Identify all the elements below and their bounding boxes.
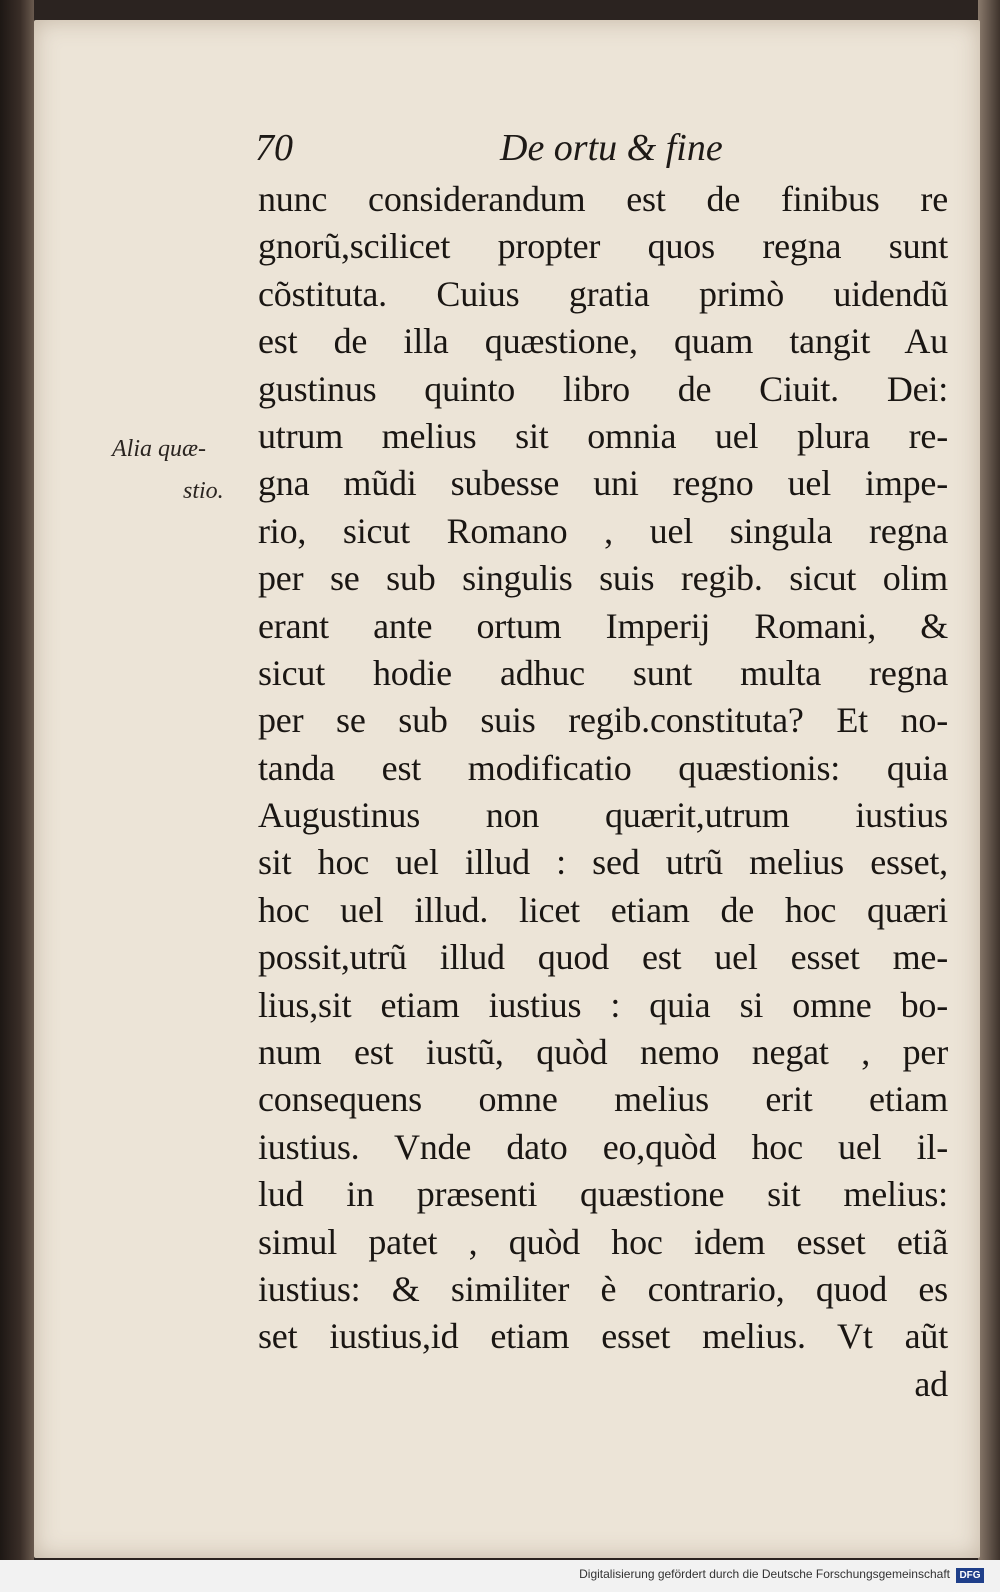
- text-line: gnorũ,scilicet propter quos regna sunt: [258, 226, 948, 267]
- text-line: sicut hodie adhuc sunt multa regna: [258, 652, 948, 693]
- text-line: per se sub suis regib.constituta? Et no-: [258, 700, 948, 741]
- text-line: utrum melius sit omnia uel plura re-: [258, 415, 948, 456]
- text-line: per se sub singulis suis regib. sicut olim: [258, 558, 948, 599]
- dfg-logo-icon: DFG: [956, 1568, 984, 1583]
- text-line: nunc considerandum est de finibus re: [258, 179, 948, 219]
- marginal-note: Alia quæ-: [112, 436, 206, 462]
- text-line: tanda est modificatio quæstionis: quia: [258, 747, 948, 788]
- text-line: consequens omne melius erit etiam: [258, 1079, 948, 1120]
- text-line: erant ante ortum Imperij Romani, &: [258, 605, 948, 646]
- footer-bar: [0, 1560, 1000, 1592]
- running-title: De ortu & fine: [500, 127, 723, 169]
- text-line: iustius: & similiter è contrario, quod es: [258, 1268, 948, 1309]
- text-line: cõstituta. Cuius gratia primò uidendũ: [258, 273, 948, 314]
- page-stack-edge: [978, 0, 1000, 1560]
- text-line: rio, sicut Romano , uel singula regna: [258, 510, 948, 551]
- running-head: [255, 126, 945, 170]
- text-line: num est iustũ, quòd nemo negat , per: [258, 1032, 948, 1073]
- marginal-note: stio.: [183, 478, 224, 504]
- text-line: set iustius,id etiam esset melius. Vt aũt: [258, 1316, 948, 1357]
- text-line: possit,utrũ illud quod est uel esset me-: [258, 937, 948, 978]
- text-line: lius,sit etiam iustius : quia si omne bo-: [258, 984, 948, 1025]
- text-line: Augustinus non quærit,utrum iustius: [258, 795, 948, 836]
- text-line: est de illa quæstione, quam tangit Au: [258, 321, 948, 362]
- body-text: [258, 176, 948, 1408]
- text-line: iustius. Vnde dato eo,quòd hoc uel il-: [258, 1126, 948, 1167]
- text-line: hoc uel illud. licet etiam de hoc quæri: [258, 889, 948, 930]
- text-line: gustinus quinto libro de Ciuit. Dei:: [258, 368, 948, 409]
- book-binding-edge: [0, 0, 34, 1560]
- text-line: gna mũdi subesse uni regno uel impe-: [258, 463, 948, 504]
- text-line: sit hoc uel illud : sed utrũ melius esset,: [258, 842, 948, 883]
- funding-credit: Digitalisierung gefördert durch die Deutsche Forschungsgemeinschaft: [579, 1567, 950, 1581]
- catchword: ad: [914, 1363, 948, 1404]
- page-number: 70: [255, 127, 293, 169]
- text-line: lud in præsenti quæstione sit melius:: [258, 1174, 948, 1215]
- text-line: simul patet , quòd hoc idem esset etiã: [258, 1221, 948, 1262]
